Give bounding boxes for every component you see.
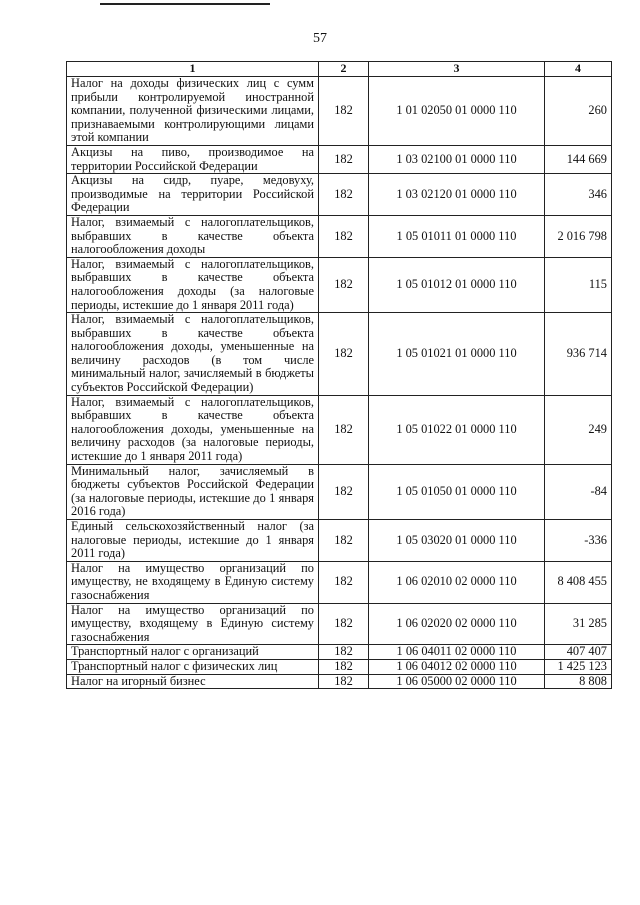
column-header-3: 3 (369, 62, 545, 77)
row-code: 1 05 01011 01 0000 110 (369, 215, 545, 257)
row-name: Акцизы на пиво, производимое на территории Российской Федерации (67, 145, 319, 173)
row-code: 1 06 04012 02 0000 110 (369, 659, 545, 674)
row-admin: 182 (319, 520, 369, 562)
table-row (67, 520, 612, 562)
row-name: Акцизы на сидр, пуаре, медовуху, производимые на территории Российской Федерации (67, 174, 319, 216)
row-admin: 182 (319, 215, 369, 257)
table-row (67, 215, 612, 257)
row-name: Минимальный налог, зачисляемый в бюджеты субъектов Российской Федерации (за налоговые периоды, истекшие до 1 января 2016 года) (67, 464, 319, 519)
row-name: Налог, взимаемый с налогоплательщиков, выбравших в качестве объекта налогообложения доходы (за налоговые периоды, истекшие до 1 января 2011 года) (67, 257, 319, 312)
row-amount: 8 408 455 (545, 561, 612, 603)
row-code: 1 06 02010 02 0000 110 (369, 561, 545, 603)
page-number: 57 (313, 31, 327, 46)
row-amount: 260 (545, 77, 612, 146)
row-amount: -84 (545, 464, 612, 519)
row-name: Налог, взимаемый с налогоплательщиков, выбравших в качестве объекта налогообложения доходы, уменьшенные на величину расходов (в том числе минимальный налог, зачисляемый в бюджеты субъектов Российской Федерации) (67, 313, 319, 396)
column-header-1: 1 (67, 62, 319, 77)
row-amount: 1 425 123 (545, 659, 612, 674)
column-header-4: 4 (545, 62, 612, 77)
table-row (67, 257, 612, 312)
row-admin: 182 (319, 313, 369, 396)
table-row (67, 674, 612, 689)
table-row (67, 464, 612, 519)
row-name: Единый сельскохозяйственный налог (за налоговые периоды, истекшие до 1 января 2011 года) (67, 520, 319, 562)
row-name: Налог на доходы физических лиц с сумм прибыли контролируемой иностранной компании, полученной физическими лицами, признаваемыми контролирующими лицами этой компании (67, 77, 319, 146)
row-amount: 115 (545, 257, 612, 312)
row-name: Налог, взимаемый с налогоплательщиков, выбравших в качестве объекта налогообложения доходы, уменьшенные на величину расходов (за налоговые периоды, истекшие до 1 января 2011 года) (67, 395, 319, 464)
row-code: 1 05 01012 01 0000 110 (369, 257, 545, 312)
table-row (67, 174, 612, 216)
row-amount: -336 (545, 520, 612, 562)
table-row (67, 395, 612, 464)
row-code: 1 05 03020 01 0000 110 (369, 520, 545, 562)
row-code: 1 05 01021 01 0000 110 (369, 313, 545, 396)
row-code: 1 05 01022 01 0000 110 (369, 395, 545, 464)
row-name: Налог на игорный бизнес (67, 674, 319, 689)
row-amount: 346 (545, 174, 612, 216)
table-row (67, 561, 612, 603)
row-admin: 182 (319, 395, 369, 464)
row-code: 1 01 02050 01 0000 110 (369, 77, 545, 146)
row-admin: 182 (319, 674, 369, 689)
row-amount: 936 714 (545, 313, 612, 396)
row-amount: 249 (545, 395, 612, 464)
row-admin: 182 (319, 603, 369, 645)
row-admin: 182 (319, 77, 369, 146)
row-amount: 2 016 798 (545, 215, 612, 257)
row-code: 1 06 02020 02 0000 110 (369, 603, 545, 645)
row-code: 1 06 04011 02 0000 110 (369, 645, 545, 660)
row-admin: 182 (319, 464, 369, 519)
row-code: 1 03 02100 01 0000 110 (369, 145, 545, 173)
row-code: 1 05 01050 01 0000 110 (369, 464, 545, 519)
revenue-table (66, 61, 612, 689)
row-name: Налог на имущество организаций по имуществу, входящему в Единую систему газоснабжения (67, 603, 319, 645)
row-admin: 182 (319, 659, 369, 674)
row-admin: 182 (319, 561, 369, 603)
table-row (67, 313, 612, 396)
top-rule (100, 3, 270, 5)
row-admin: 182 (319, 145, 369, 173)
row-admin: 182 (319, 645, 369, 660)
row-name: Транспортный налог с организаций (67, 645, 319, 660)
table-row (67, 603, 612, 645)
row-amount: 8 808 (545, 674, 612, 689)
row-name: Налог, взимаемый с налогоплательщиков, выбравших в качестве объекта налогообложения доходы (67, 215, 319, 257)
column-header-2: 2 (319, 62, 369, 77)
table-row (67, 659, 612, 674)
table-header-row (67, 62, 612, 77)
table-row (67, 145, 612, 173)
row-amount: 407 407 (545, 645, 612, 660)
row-name: Налог на имущество организаций по имуществу, не входящему в Единую систему газоснабжения (67, 561, 319, 603)
row-amount: 31 285 (545, 603, 612, 645)
row-admin: 182 (319, 257, 369, 312)
row-code: 1 03 02120 01 0000 110 (369, 174, 545, 216)
row-amount: 144 669 (545, 145, 612, 173)
table-row (67, 645, 612, 660)
row-admin: 182 (319, 174, 369, 216)
table-row (67, 77, 612, 146)
row-name: Транспортный налог с физических лиц (67, 659, 319, 674)
row-code: 1 06 05000 02 0000 110 (369, 674, 545, 689)
